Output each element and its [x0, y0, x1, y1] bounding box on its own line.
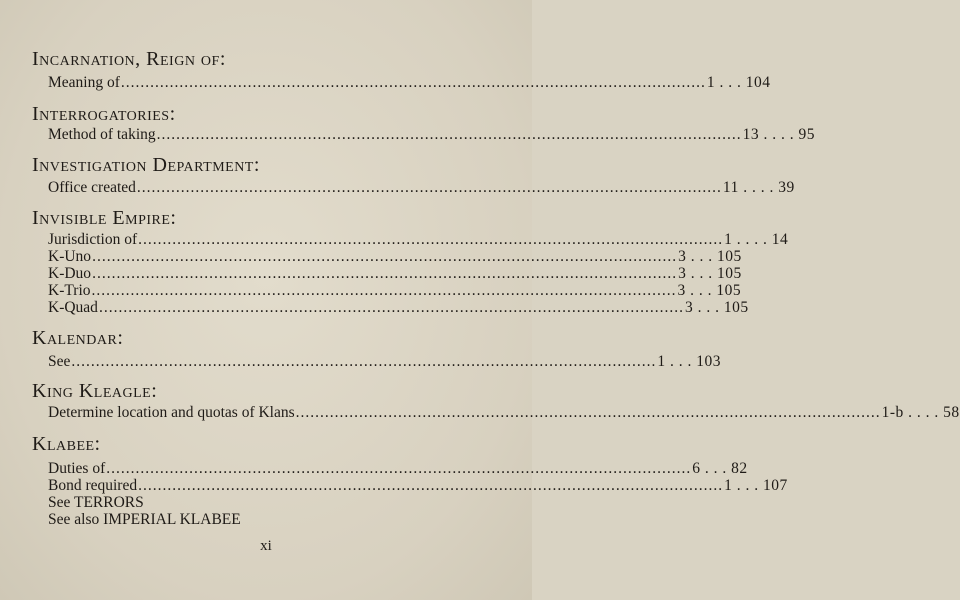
leader-dots: ........................................................................................................................: [156, 126, 742, 143]
entry-label: K-Duo: [48, 265, 92, 282]
entry-reference: 11 . . . . 39: [722, 179, 795, 196]
leader-dots: ........................................................................................................................: [106, 460, 692, 477]
entry-reference: 1 . . . 103: [657, 353, 722, 370]
cross-reference-note: See also IMPERIAL KLABEE: [48, 511, 241, 528]
entry-list-kalendar: [48, 353, 722, 370]
entry-label: Method of taking: [48, 126, 156, 143]
index-entry: [48, 404, 960, 421]
entry-label: K-Uno: [48, 248, 92, 265]
cross-reference-note: See TERRORS: [48, 494, 144, 511]
entry-reference: 13 . . . . 95: [742, 126, 815, 143]
entry-list-klabee: [48, 460, 788, 528]
index-entry: [48, 460, 748, 477]
entry-label: Duties of: [48, 460, 106, 477]
entry-list-incarnation: [48, 74, 771, 91]
section-heading-king-kleagle: King Kleagle:: [32, 380, 158, 402]
leader-dots: ........................................................................................................................: [138, 231, 724, 248]
entry-reference: 3 . . . 105: [678, 248, 742, 265]
section-heading-klabee: Klabee:: [32, 433, 101, 455]
index-entry: [48, 477, 788, 494]
entry-label: Meaning of: [48, 74, 120, 91]
leader-dots: ........................................................................................................................: [91, 282, 677, 299]
section-heading-invisible-empire: Invisible Empire:: [32, 207, 177, 229]
entry-list-invisible-empire: [48, 231, 789, 316]
entry-list-investigation: [48, 179, 795, 196]
section-heading-interrogatories: Interrogatories:: [32, 103, 176, 125]
index-entry: [48, 74, 771, 91]
leader-dots: ........................................................................................................................: [92, 248, 678, 265]
entry-reference: 6 . . . 82: [692, 460, 748, 477]
entry-reference: 3 . . . 105: [677, 282, 742, 299]
section-heading-investigation: Investigation Department:: [32, 154, 260, 176]
entry-list-interrogatories: [48, 126, 815, 143]
entry-label: K-Quad: [48, 299, 98, 316]
entry-reference: 1 . . . 107: [724, 477, 788, 494]
leader-dots: ........................................................................................................................: [136, 179, 722, 196]
leader-dots: ........................................................................................................................: [71, 353, 657, 370]
entry-list-king-kleagle: [48, 404, 960, 421]
leader-dots: ........................................................................................................................: [138, 477, 724, 494]
page-number: xi: [260, 538, 272, 554]
entry-reference: 1-b . . . . 58: [881, 404, 960, 421]
entry-label: Office created: [48, 179, 136, 196]
leader-dots: ........................................................................................................................: [98, 299, 684, 316]
entry-label: See: [48, 353, 71, 370]
index-entry: [48, 126, 815, 143]
section-heading-kalendar: Kalendar:: [32, 327, 124, 349]
entry-reference: 1 . . . 104: [706, 74, 771, 91]
index-entry: [48, 265, 742, 282]
leader-dots: ........................................................................................................................: [120, 74, 706, 91]
entry-reference: 1 . . . . 14: [724, 231, 789, 248]
entry-reference: 3 . . . 105: [678, 265, 742, 282]
index-entry: [48, 231, 789, 248]
index-entry: [48, 282, 742, 299]
index-entry: [48, 299, 749, 316]
entry-label: Determine location and quotas of Klans: [48, 404, 295, 421]
entry-reference: 3 . . . 105: [684, 299, 749, 316]
section-heading-incarnation: Incarnation, Reign of:: [32, 48, 226, 70]
entry-label: Jurisdiction of: [48, 231, 138, 248]
entry-label: K-Trio: [48, 282, 91, 299]
index-entry: [48, 353, 722, 370]
index-entry: [48, 179, 795, 196]
entry-label: Bond required: [48, 477, 138, 494]
index-entry: [48, 248, 742, 265]
leader-dots: ........................................................................................................................: [295, 404, 881, 421]
leader-dots: ........................................................................................................................: [92, 265, 678, 282]
